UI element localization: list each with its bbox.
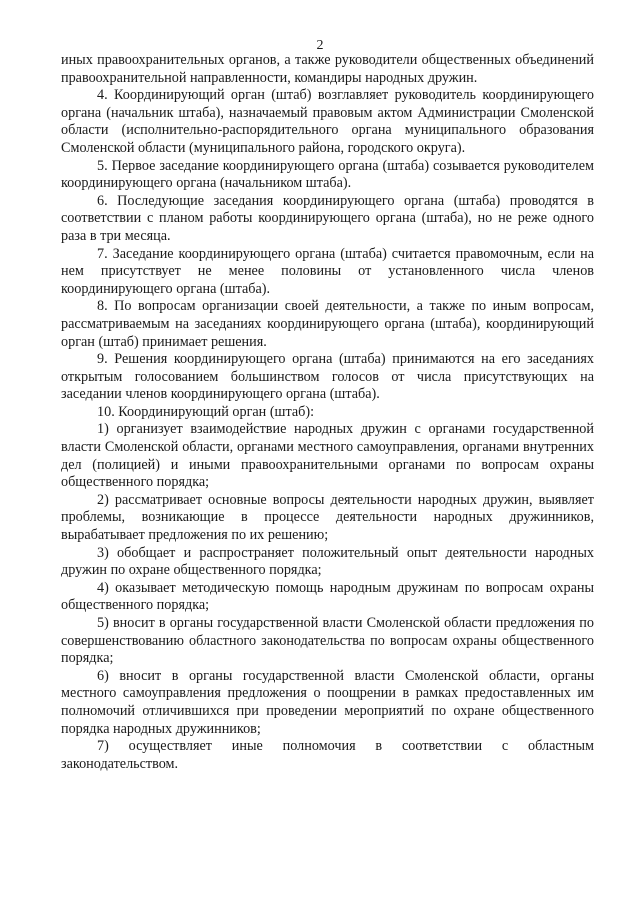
paragraph-continuation: иных правоохранительных органов, а также руководители общественных объединений правоохранительной направленности, командиры народных дружин. <box>61 52 594 86</box>
subitem-3: 3) обобщает и распространяет положительный опыт деятельности народных дружин по охране общественного порядка; <box>61 544 594 579</box>
subitem-4: 4) оказывает методическую помощь народным дружинам по вопросам охраны общественного порядка; <box>61 579 594 614</box>
paragraph-item-5: 5. Первое заседание координирующего органа (штаба) созывается руководителем координирующего органа (начальником штаба). <box>61 157 594 192</box>
subitem-5: 5) вносит в органы государственной власти Смоленской области предложения по совершенствованию областного законодательства по вопросам охраны общественного порядка; <box>61 615 594 667</box>
subitem-6: 6) вносит в органы государственной власти Смоленской области, органы местного самоуправления предложения о поощрении в рамках предоставленных им полномочий отличившихся при проведении мероприятий по охране общественного порядка народных дружинников; <box>61 667 594 737</box>
paragraph-item-10: 10. Координирующий орган (штаб): <box>97 403 315 420</box>
subitem-7: 7) осуществляет иные полномочия в соответствии с областным законодательством. <box>61 738 594 772</box>
paragraph-item-8: 8. По вопросам организации своей деятельности, а также по иным вопросам, рассматриваемым на заседаниях координирующего органа (штаба), координирующий орган (штаб) принимает решения. <box>61 298 594 350</box>
subitem-2: 2) рассматривает основные вопросы деятельности народных дружин, выявляет проблемы, возникающие в процессе деятельности народных дружинников, вырабатывает предложения по их решению; <box>61 491 594 544</box>
document-body <box>61 52 594 773</box>
subitem-1: 1) организует взаимодействие народных дружин с органами государственной власти Смоленской области, органами местного самоуправления, органами внутренних дел (полицией) и иными правоохранительными органами по вопросам охраны общественного порядка; <box>61 421 594 491</box>
paragraph-item-9: 9. Решения координирующего органа (штаба) принимаются на его заседаниях открытым голосованием большинством голосов от числа присутствующих на заседании членов координирующего органа (штаба). <box>61 351 594 403</box>
paragraph-item-7: 7. Заседание координирующего органа (штаба) считается правомочным, если на нем присутствует не менее половины от установленного числа членов координирующего органа (штаба). <box>61 245 594 297</box>
paragraph-item-4: 4. Координирующий орган (штаб) возглавляет руководитель координирующего органа (начальник штаба), назначаемый правовым актом Администрации Смоленской области (исполнительно-распорядительного органа муниципального образования Смоленской области (муниципального района, городского округа). <box>61 87 594 156</box>
page-number: 2 <box>316 38 324 53</box>
paragraph-item-6: 6. Последующие заседания координирующего органа (штаба) проводятся в соответствии с планом работы координирующего органа (штаба), но не реже одного раза в три месяца. <box>61 192 594 244</box>
